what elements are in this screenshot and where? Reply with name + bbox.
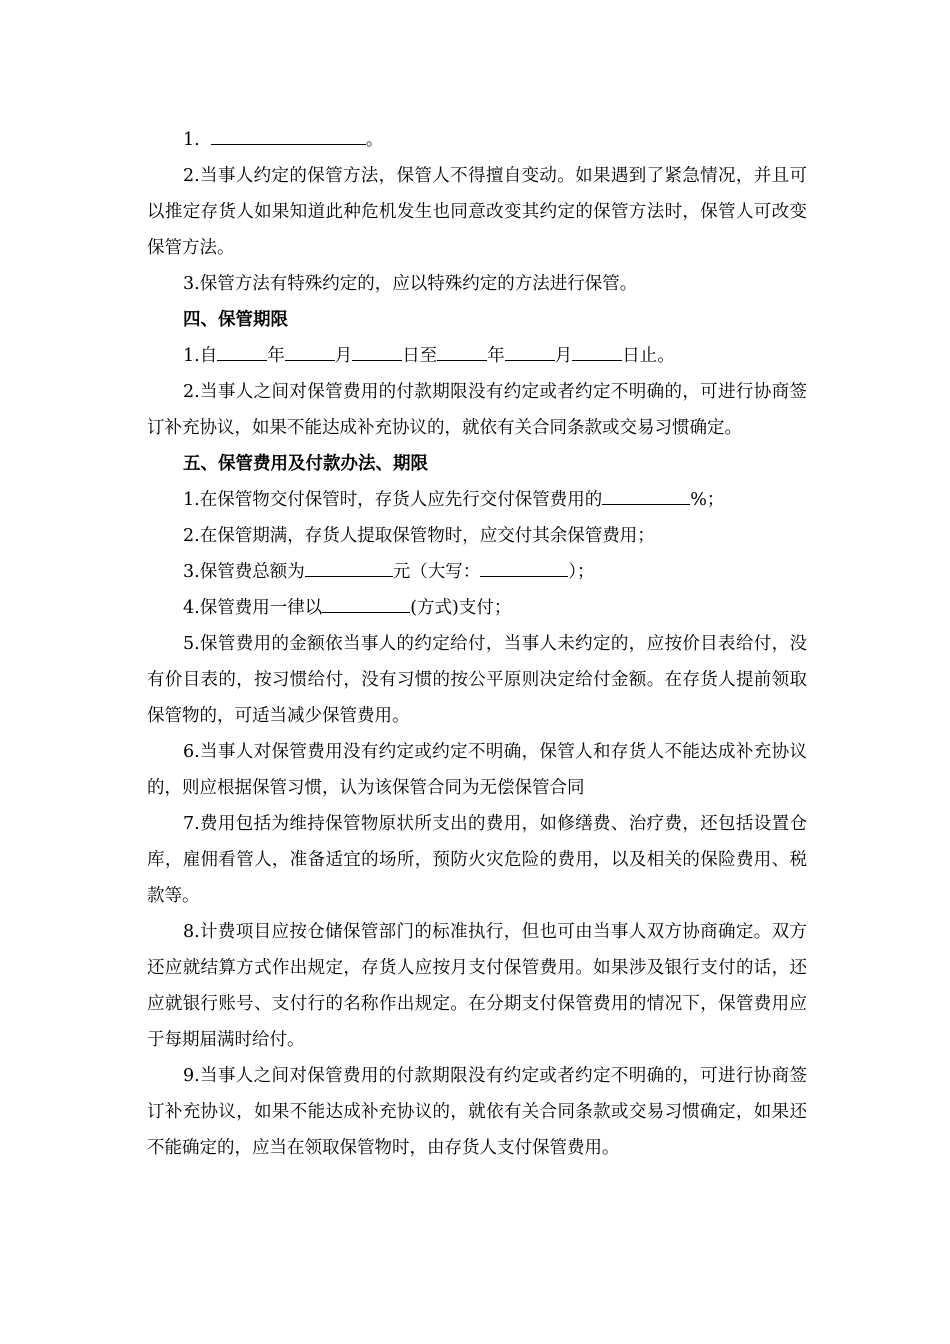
item-end: 。 (365, 130, 384, 150)
clause-5-item-9: 9.当事人之间对保管费用的付款期限没有约定或者约定不明确的，可进行协商签订补充协议，如果不能达成补充协议的，就依有关合同条款或交易习惯确定，如果还不能确定的，应当在领取保管物时，由存货人支付保管费用。 (147, 1066, 807, 1158)
text-segment: 月 (554, 346, 573, 366)
blank-percentage (602, 486, 690, 505)
clause-5-item-4 (147, 590, 807, 626)
text-segment: 1.自 (183, 346, 218, 366)
clause-5-item-1 (147, 482, 807, 518)
blank-total-amount (305, 558, 393, 577)
clause-5-item-2: 2.在保管期满，存货人提取保管物时，应交付其余保管费用； (183, 526, 655, 546)
clause-5-item-8: 8.计费项目应按仓储保管部门的标准执行，但也可由当事人双方协商确定。双方还应就结算方式作出规定，存货人应按月支付保管费用。如果涉及银行支付的话，还应就银行账号、支付行的名称作出规定。在分期支付保管费用的情况下，保管费用应于每期届满时给付。 (147, 922, 807, 1050)
clause-3-item-2: 2.当事人约定的保管方法，保管人不得擅自变动。如果遇到了紧急情况，并且可以推定存货人如果知道此种危机发生也同意改变其约定的保管方法时，保管人可改变保管方法。 (147, 166, 807, 258)
clause-4-item-1 (147, 338, 807, 374)
section-heading-4: 四、保管期限 (183, 310, 288, 330)
text-segment: ）； (568, 562, 595, 582)
text-segment: 4.保管费用一律以 (183, 598, 323, 618)
clause-5-item-3 (147, 554, 807, 590)
clause-3-item-3: 3.保管方法有特殊约定的，应以特殊约定的方法进行保管。 (183, 274, 638, 294)
clause-5-item-5: 5.保管费用的金额依当事人的约定给付，当事人未约定的，应按价目表给付，没有价目表的，按习惯给付，没有习惯的按公平原则决定给付金额。在存货人提前领取保管物的，可适当减少保管费用。 (147, 634, 807, 726)
blank-payment-method (322, 594, 410, 613)
clause-3-item-1 (147, 122, 807, 158)
clause-5-item-7: 7.费用包括为维持保管物原状所支出的费用，如修缮费、治疗费，还包括设置仓库，雇佣看管人，准备适宜的场所，预防火灾危险的费用，以及相关的保险费用、税款等。 (147, 814, 807, 906)
clause-5-item-6: 6.当事人对保管费用没有约定或约定不明确，保管人和存货人不能达成补充协议的，则应根据保管习惯，认为该保管合同为无偿保管合同 (147, 742, 807, 798)
blank-start-year (217, 342, 267, 361)
blank-end-day (572, 342, 622, 361)
text-segment: 月 (334, 346, 353, 366)
blank-end-year (437, 342, 487, 361)
text-segment: 年 (487, 346, 505, 366)
text-segment: 元（大写： (392, 562, 481, 582)
blank-end-month (505, 342, 555, 361)
text-segment: 1.在保管物交付保管时，存货人应先行交付保管费用的 (183, 490, 603, 510)
blank-amount-in-words (480, 558, 568, 577)
text-segment: 日至 (402, 346, 438, 366)
text-segment: (方式)支付； (410, 598, 512, 618)
document-body (147, 122, 807, 1166)
section-heading-5: 五、保管费用及付款办法、期限 (183, 454, 428, 474)
blank-field (211, 126, 366, 145)
clause-4-item-2: 2.当事人之间对保管费用的付款期限没有约定或者约定不明确的，可进行协商签订补充协议，如果不能达成补充协议的，就依有关合同条款或交易习惯确定。 (147, 382, 807, 438)
text-segment: 年 (267, 346, 285, 366)
item-number: 1. (183, 130, 200, 150)
text-segment: %； (690, 490, 725, 510)
blank-start-day (352, 342, 402, 361)
text-segment: 日止。 (622, 346, 675, 366)
text-segment: 3.保管费总额为 (183, 562, 305, 582)
blank-start-month (285, 342, 335, 361)
